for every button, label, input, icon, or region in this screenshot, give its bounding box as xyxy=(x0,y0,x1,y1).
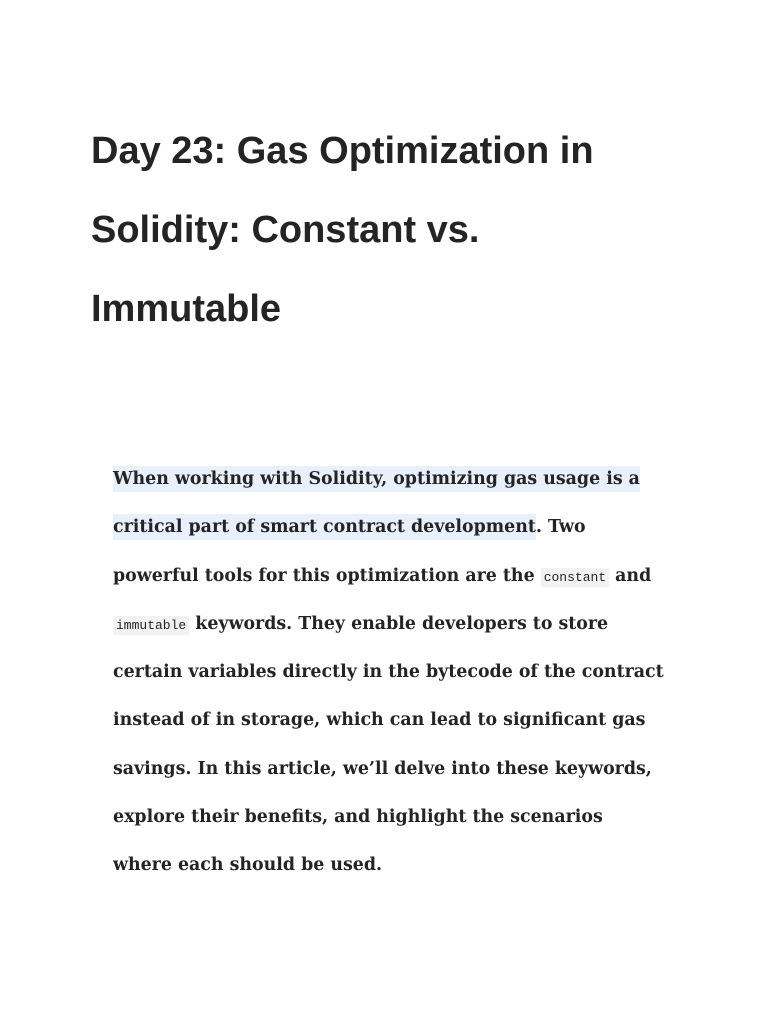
paragraph-text: . Two xyxy=(535,517,586,538)
paragraph-line-8: explore their benefits, and highlight the scenarios xyxy=(113,807,603,828)
paragraph-line-3 xyxy=(113,552,693,600)
paragraph-text: keywords. They enable developers to store xyxy=(189,613,609,634)
article-intro-paragraph xyxy=(113,455,693,890)
paragraph-line-7: savings. In this article, we’ll delve into these keywords, xyxy=(113,758,652,779)
paragraph-text: and xyxy=(609,565,652,586)
paragraph-line-4 xyxy=(113,600,693,648)
paragraph-line-1 xyxy=(113,455,693,503)
paragraph-text: powerful tools for this optimization are the xyxy=(113,565,541,586)
paragraph-line-9: where each should be used. xyxy=(113,855,383,876)
highlighted-text[interactable]: When working with Solidity, optimizing gas usage is a xyxy=(113,466,640,492)
inline-code-immutable: immutable xyxy=(113,616,189,635)
paragraph-line-2 xyxy=(113,503,693,551)
article-title xyxy=(91,112,711,349)
title-line-2: Solidity: Constant vs. xyxy=(91,209,480,251)
inline-code-constant: constant xyxy=(541,568,609,587)
paragraph-line-6: instead of in storage, which can lead to significant gas xyxy=(113,710,646,731)
title-line-1: Day 23: Gas Optimization in xyxy=(91,130,594,172)
highlighted-text[interactable]: critical part of smart contract development xyxy=(113,514,536,540)
paragraph-line-5: certain variables directly in the bytecode of the contract xyxy=(113,662,664,683)
title-line-3: Immutable xyxy=(91,288,282,330)
